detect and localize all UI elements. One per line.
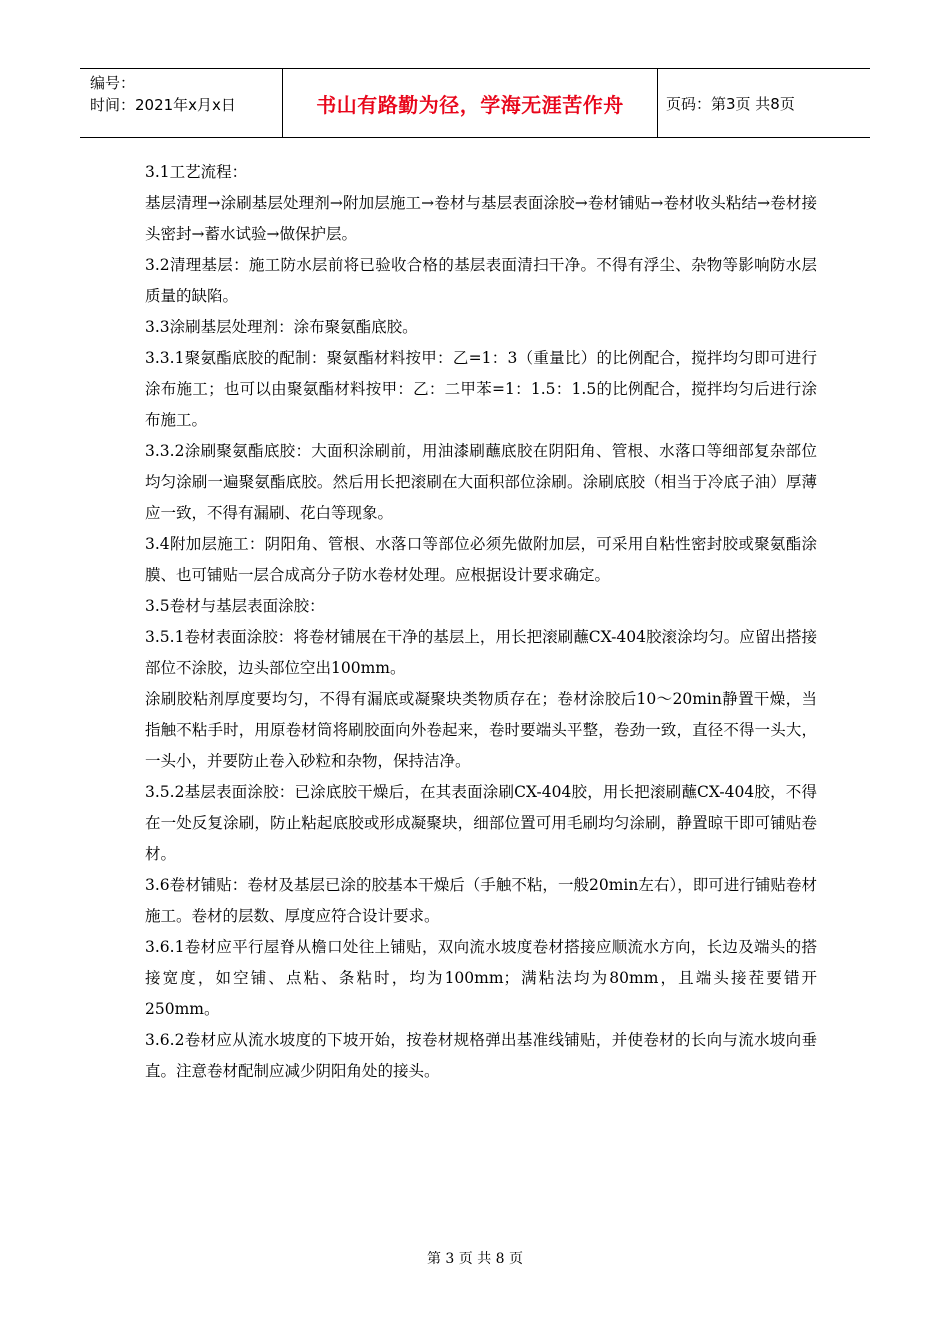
paragraph: 基层清理→涂刷基层处理剂→附加层施工→卷材与基层表面涂胶→卷材铺贴→卷材收头粘结→卷材接头密封→蓄水试验→做保护层。: [145, 194, 817, 243]
header-page-number: 页码：第3页 共8页: [666, 94, 795, 113]
header-left-cell: [80, 69, 283, 137]
page-header: [80, 68, 870, 138]
header-motto-cell: [283, 69, 658, 137]
header-page-cell: [658, 69, 870, 137]
paragraph: 3.3涂刷基层处理剂：涂布聚氨酯底胶。: [145, 318, 418, 336]
paragraph: 3.6.1卷材应平行屋脊从檐口处往上铺贴，双向流水坡度卷材搭接应顺流水方向，长边及端头的搭接宽度，如空铺、点粘、条粘时，均为100mm；满粘法均为80mm，且端头接茬要错开250mm。: [145, 938, 817, 1018]
header-motto: 书山有路勤为径，学海无涯苦作舟: [316, 92, 624, 117]
paragraph: 3.6卷材铺贴：卷材及基层已涂的胶基本干燥后（手触不粘，一般20min左右），即可进行铺贴卷材施工。卷材的层数、厚度应符合设计要求。: [145, 876, 817, 925]
paragraph: 3.1工艺流程：: [145, 163, 248, 181]
header-number: 编号：: [90, 74, 136, 92]
paragraph: 3.5.1卷材表面涂胶：将卷材铺展在干净的基层上，用长把滚刷蘸CX-404胶滚涂均匀。应留出搭接部位不涂胶，边头部位空出100mm。: [145, 628, 817, 677]
paragraph: 3.5卷材与基层表面涂胶：: [145, 597, 325, 615]
paragraph: 3.6.2卷材应从流水坡度的下坡开始，按卷材规格弹出基准线铺贴，并使卷材的长向与流水坡向垂直。注意卷材配制应减少阴阳角处的接头。: [145, 1031, 817, 1080]
paragraph: 3.2清理基层：施工防水层前将已验收合格的基层表面清扫干净。不得有浮尘、杂物等影响防水层质量的缺陷。: [145, 256, 817, 305]
paragraph: 3.5.2基层表面涂胶：已涂底胶干燥后，在其表面涂刷CX-404胶，用长把滚刷蘸CX-404胶，不得在一处反复涂刷，防止粘起底胶或形成凝聚块，细部位置可用毛刷均匀涂刷，静置晾干即可铺贴卷材。: [145, 783, 817, 863]
paragraph: 3.3.1聚氨酯底胶的配制：聚氨酯材料按甲：乙=1：3（重量比）的比例配合，搅拌均匀即可进行涂布施工；也可以由聚氨酯材料按甲：乙：二甲苯=1：1.5：1.5的比例配合，搅拌均匀后进行涂布施工。: [145, 349, 817, 429]
paragraph: 3.4附加层施工：阴阳角、管根、水落口等部位必须先做附加层，可采用自粘性密封胶或聚氨酯涂膜、也可铺贴一层合成高分子防水卷材处理。应根据设计要求确定。: [145, 535, 817, 584]
body-text: [145, 157, 817, 1087]
paragraph: 3.3.2涂刷聚氨酯底胶：大面积涂刷前，用油漆刷蘸底胶在阴阳角、管根、水落口等细部复杂部位均匀涂刷一遍聚氨酯底胶。然后用长把滚刷在大面积部位涂刷。涂刷底胶（相当于冷底子油）厚薄应一致，不得有漏刷、花白等现象。: [145, 442, 817, 522]
paragraph: 涂刷胶粘剂厚度要均匀，不得有漏底或凝聚块类物质存在；卷材涂胶后10～20min静置干燥，当指触不粘手时，用原卷材筒将刷胶面向外卷起来，卷时要端头平整，卷劲一致，直径不得一头大，一头小，并要防止卷入砂粒和杂物，保持洁净。: [145, 690, 817, 770]
header-date: 时间：2021年x月x日: [90, 96, 236, 114]
page-footer: 第 3 页 共 8 页: [426, 1251, 524, 1267]
